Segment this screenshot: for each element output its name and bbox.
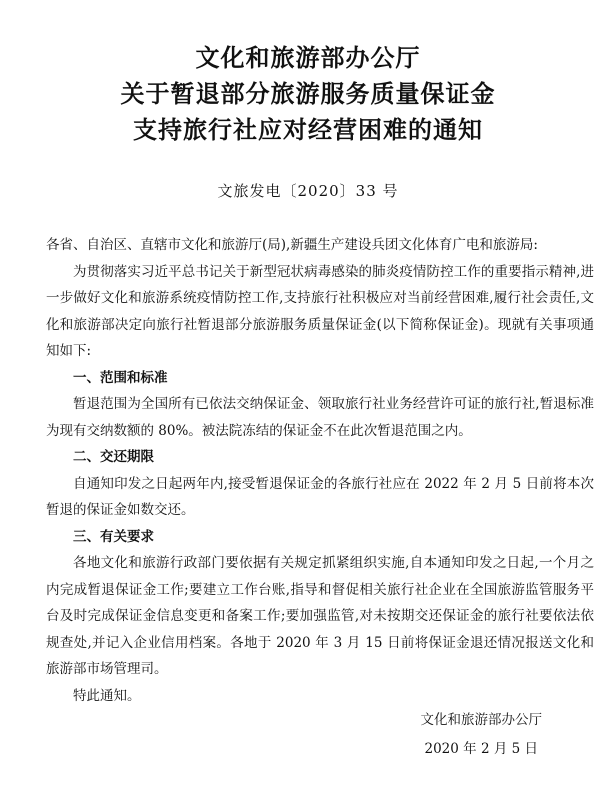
section-heading-scope: 一、范围和标准: [73, 369, 168, 386]
section-text-deadline: 自通知印发之日起两年内,接受暂退保证金的各旅行社应在 2022 年 2 月 5 日前将本次暂退的保证金如数交还。: [46, 475, 594, 518]
section-heading-requirements: 三、有关要求: [73, 528, 154, 545]
section-heading-deadline: 二、交还期限: [73, 449, 154, 465]
intro-paragraph: 为贯彻落实习近平总书记关于新型冠状病毒感染的肺炎疫情防控工作的重要指示精神,进一步做好文化和旅游系统疫情防控工作,支持旅行社积极应对当前经营困难,履行社会责任,文化和旅游部决定向旅行社暂退部分旅游服务质量保证金(以下简称保证金)。现就有关事项通知如下:: [46, 263, 594, 359]
section-text-requirements: 各地文化和旅游行政部门要依据有关规定抓紧组织实施,自本通知印发之日起,一个月之内完成暂退保证金工作;要建立工作台账,指导和督促相关旅行社企业在全国旅游监管服务平台及时完成保证金信息变更和备案工作;要加强监管,对未按期交还保证金的旅行社要依法依规查处,并记入企业信用档案。各地于 2020 年 3 月 15 日前将保证金退还情况报送文化和旅游部市场管理司。: [46, 555, 594, 677]
issuer-name: 文化和旅游部办公厅: [420, 712, 542, 728]
title-line-1: 文化和旅游部办公厅: [195, 44, 421, 72]
title-line-3: 支持旅行社应对经营困难的通知: [133, 116, 483, 144]
signature-block: [421, 706, 543, 764]
closing-line: 特此通知。: [73, 687, 141, 704]
document-number: 文旅发电〔2020〕33 号: [217, 182, 399, 200]
section-text-scope: 暂退范围为全国所有已依法交纳保证金、领取旅行社业务经营许可证的旅行社,暂退标准为现有交纳数额的 80%。被法院冻结的保证金不在此次暂退范围之内。: [46, 396, 594, 439]
issue-date: 2020 年 2 月 5 日: [424, 741, 538, 757]
salutation: 各省、自治区、直辖市文化和旅游厅(局),新疆生产建设兵团文化体育广电和旅游局:: [46, 237, 538, 253]
title-line-2: 关于暂退部分旅游服务质量保证金: [120, 80, 496, 108]
document-title: [0, 40, 616, 148]
document-body: [46, 232, 594, 709]
